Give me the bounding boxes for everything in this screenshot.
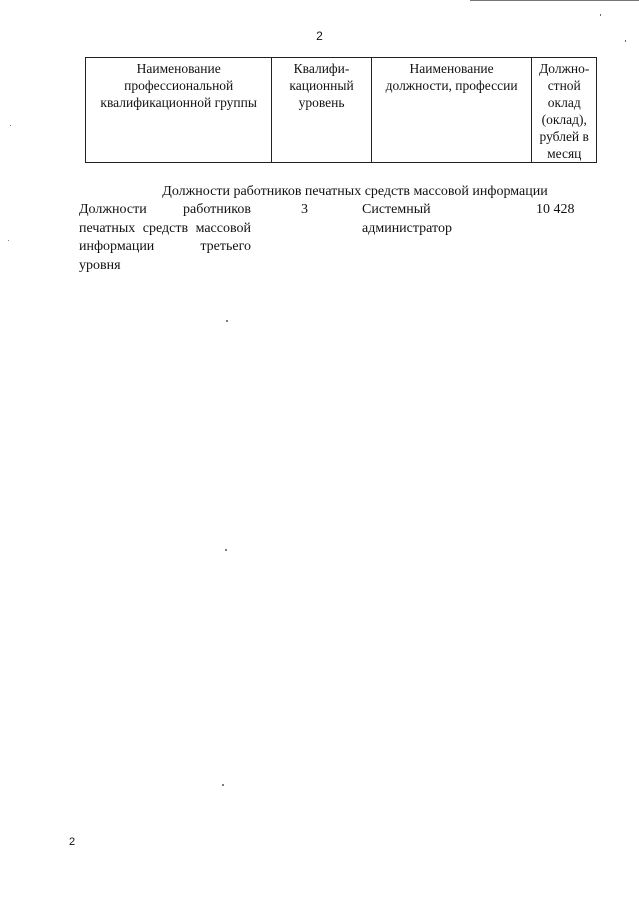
row-qualification-level: 3	[301, 202, 308, 217]
scan-speck	[8, 240, 9, 241]
header-row	[86, 58, 597, 163]
page-number-bottom: 2	[69, 836, 76, 848]
scan-speck	[222, 784, 224, 786]
scan-speck	[226, 320, 228, 322]
scan-speck	[625, 40, 626, 42]
row-position-name: Системный администратор	[362, 202, 452, 236]
header-salary: Должно-стной оклад (оклад), рублей в месяц	[532, 58, 597, 163]
page-number-top: 2	[316, 29, 323, 43]
header-position-name: Наименование должности, профессии	[371, 58, 532, 163]
scan-speck	[225, 549, 227, 551]
header-table	[85, 57, 597, 163]
row-group-name: Должности работников печатных средств массовой информации третьего уровня	[79, 202, 251, 273]
row-salary: 10 428	[536, 202, 575, 217]
scan-speck	[10, 125, 11, 126]
scan-edge-line	[470, 0, 639, 1]
scan-speck	[600, 14, 601, 16]
header-qualification-level: Квалифи-кационный уровень	[272, 58, 371, 163]
section-heading: Должности работников печатных средств массовой информации	[162, 184, 548, 199]
header-group-name: Наименование профессиональной квалификационной группы	[86, 58, 272, 163]
